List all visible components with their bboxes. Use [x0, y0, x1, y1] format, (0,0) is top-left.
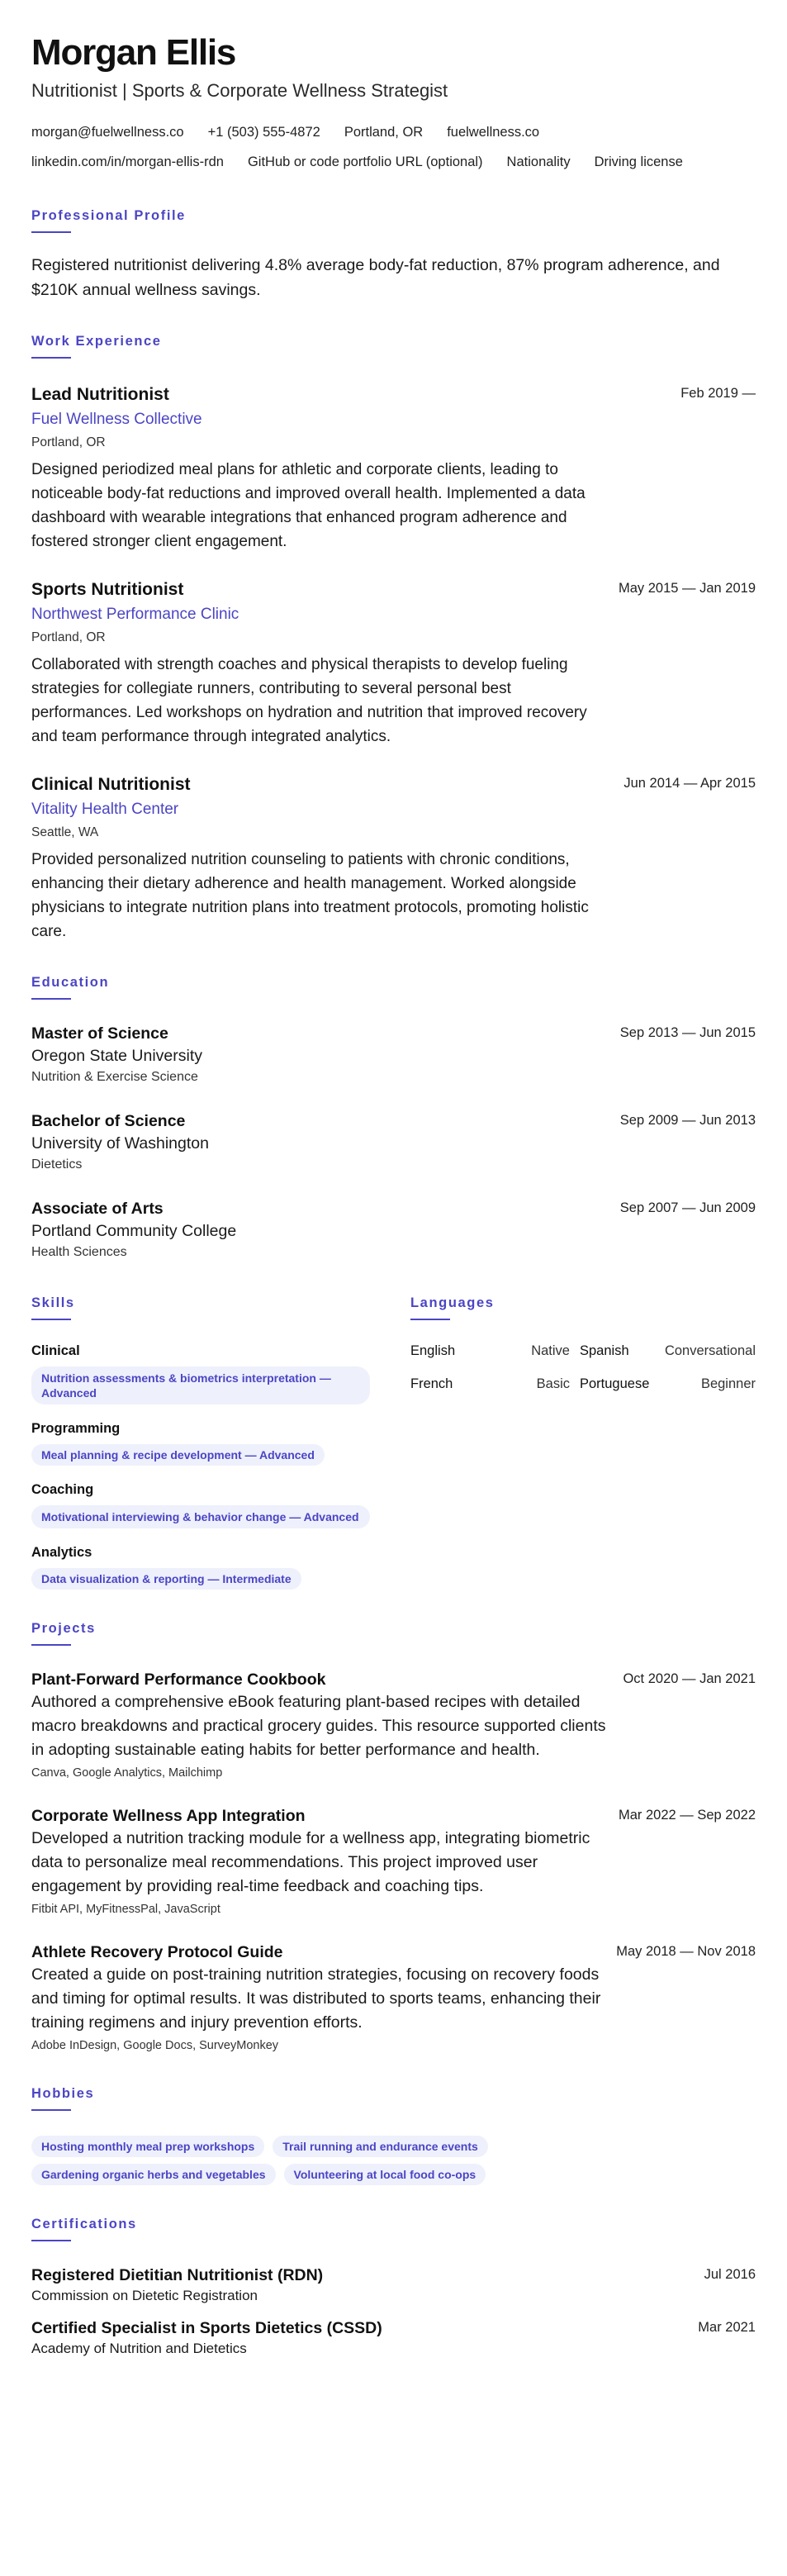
job-dates: Jun 2014 — Apr 2015 [623, 776, 756, 791]
language-name: English [410, 1343, 456, 1358]
contact-driving-license: Driving license [594, 154, 683, 169]
skill-chip: Nutrition assessments & biometrics interpretation — Advanced [31, 1366, 370, 1404]
section-divider [31, 998, 71, 1000]
project-description: Authored a comprehensive eBook featuring plant-based recipes with detailed macro breakdowns and practical grocery guides. This resource supported clients in adopting sustainable eating habits for better performance and health. [31, 1693, 606, 1759]
education-entry [31, 1198, 756, 1262]
experience-section [31, 332, 756, 943]
skill-chip: Data visualization & reporting — Intermediate [31, 1568, 301, 1590]
language-item [580, 1375, 756, 1393]
section-divider [31, 357, 71, 359]
education-entry [31, 1023, 756, 1087]
language-level: Conversational [664, 1343, 756, 1358]
section-divider [410, 1319, 450, 1320]
section-title: Languages [410, 1295, 495, 1310]
job-location: Seattle, WA [31, 825, 99, 839]
contact-nationality: Nationality [506, 154, 571, 169]
skills-section [31, 1294, 378, 1590]
job-entry [31, 773, 756, 943]
projects-section [31, 1619, 756, 2055]
certification-name: Registered Dietitian Nutritionist (RDN) [31, 2266, 324, 2284]
skill-category: Coaching [31, 1482, 94, 1497]
project-entry [31, 1805, 756, 1918]
project-entry [31, 1942, 756, 2055]
job-company: Fuel Wellness Collective [31, 411, 202, 428]
project-tech: Adobe InDesign, Google Docs, SurveyMonkey [31, 2039, 279, 2052]
education-school: University of Washington [31, 1134, 209, 1153]
profile-section [31, 207, 756, 302]
job-company: Vitality Health Center [31, 801, 179, 818]
language-item [580, 1342, 756, 1360]
contact-location: Portland, OR [344, 125, 424, 140]
hobby-chip: Gardening organic herbs and vegetables [31, 2164, 276, 2185]
education-field: Dietetics [31, 1157, 83, 1172]
skills-languages-row [31, 1294, 756, 1590]
skill-category: Analytics [31, 1545, 92, 1560]
job-description: Collaborated with strength coaches and physical therapists to develop fueling strategies for collegiate runners, contributing to several personal best performances. Led workshops on hydration and nutrition that improved recovery and team performance through integrated analytics. [31, 656, 587, 745]
project-title: Athlete Recovery Protocol Guide [31, 1943, 283, 1961]
job-title: Clinical Nutritionist [31, 775, 191, 794]
education-degree: Master of Science [31, 1024, 168, 1043]
job-company: Northwest Performance Clinic [31, 606, 239, 623]
hobby-list [31, 2129, 543, 2185]
job-description: Designed periodized meal plans for athletic and corporate clients, leading to noticeable body-fat reductions and improved overall health. Implemented a data dashboard with wearable integrations that enhanced program adherence and fostered stronger client engagement. [31, 461, 586, 550]
education-dates: Sep 2007 — Jun 2009 [619, 1200, 756, 1215]
language-name: Spanish [580, 1343, 629, 1358]
languages-section [410, 1294, 756, 1590]
section-divider [31, 1644, 71, 1646]
contact-portfolio[interactable]: GitHub or code portfolio URL (optional) [247, 154, 483, 169]
job-location: Portland, OR [31, 630, 106, 644]
project-tech: Canva, Google Analytics, Mailchimp [31, 1766, 223, 1780]
job-entry [31, 578, 756, 749]
certifications-section [31, 2215, 756, 2359]
project-entry [31, 1669, 756, 1782]
hobby-chip: Trail running and endurance events [273, 2136, 488, 2157]
project-title: Plant-Forward Performance Cookbook [31, 1671, 326, 1689]
language-level: Native [531, 1343, 570, 1358]
education-degree: Bachelor of Science [31, 1112, 186, 1130]
language-level: Basic [536, 1376, 570, 1391]
education-field: Nutrition & Exercise Science [31, 1070, 198, 1084]
project-description: Created a guide on post-training nutrition strategies, focusing on recovery foods and timing for optimal results. It was distributed to sports teams, enhancing their training regimens and injury prevention efforts. [31, 1965, 601, 2032]
language-item [410, 1375, 580, 1393]
education-section [31, 973, 756, 1262]
hobby-chip: Hosting monthly meal prep workshops [31, 2136, 264, 2157]
education-dates: Sep 2009 — Jun 2013 [619, 1113, 756, 1128]
language-name: Portuguese [580, 1376, 650, 1391]
project-dates: Mar 2022 — Sep 2022 [618, 1808, 756, 1823]
language-name: French [410, 1376, 453, 1391]
certification-entry [31, 2317, 756, 2359]
language-item [410, 1342, 580, 1360]
contact-linkedin[interactable]: linkedin.com/in/morgan-ellis-rdn [31, 154, 224, 169]
candidate-name: Morgan Ellis [31, 32, 236, 73]
job-dates: May 2015 — Jan 2019 [618, 581, 756, 596]
project-description: Developed a nutrition tracking module for a wellness app, integrating biometric data to personalize meal recommendations. This project improved user engagement by providing real-time feedback and coaching tips. [31, 1829, 590, 1895]
job-entry [31, 383, 756, 554]
job-description: Provided personalized nutrition counseling to patients with chronic conditions, enhancing their dietary adherence and health management. Worked alongside physicians to integrate nutrition plans into treatment protocols, promoting holistic care. [31, 851, 589, 940]
section-title: Professional Profile [31, 208, 186, 223]
project-tech: Fitbit API, MyFitnessPal, JavaScript [31, 1903, 220, 1916]
contact-phone[interactable]: +1 (503) 555-4872 [207, 125, 320, 140]
hobby-chip: Volunteering at local food co-ops [284, 2164, 486, 2185]
certification-date: Jul 2016 [704, 2267, 756, 2282]
contact-email[interactable]: morgan@fuelwellness.co [31, 125, 184, 140]
candidate-tagline: Nutritionist | Sports & Corporate Wellness Strategist [31, 80, 448, 101]
resume-header [31, 31, 756, 177]
certification-issuer: Academy of Nutrition and Dietetics [31, 2341, 247, 2356]
profile-summary: Registered nutritionist delivering 4.8% average body-fat reduction, 87% program adherence, and $210K annual wellness savings. [31, 256, 720, 299]
section-divider [31, 1319, 71, 1320]
job-dates: Feb 2019 — [680, 386, 756, 401]
section-divider [31, 231, 71, 233]
language-list [410, 1342, 756, 1393]
skill-category: Programming [31, 1421, 121, 1436]
education-field: Health Sciences [31, 1245, 127, 1259]
hobbies-section [31, 2084, 756, 2185]
skill-category: Clinical [31, 1343, 80, 1358]
project-title: Corporate Wellness App Integration [31, 1807, 306, 1825]
section-title: Hobbies [31, 2086, 95, 2101]
certification-issuer: Commission on Dietetic Registration [31, 2288, 258, 2303]
job-location: Portland, OR [31, 435, 106, 449]
contact-website[interactable]: fuelwellness.co [447, 125, 540, 140]
language-level: Beginner [700, 1376, 756, 1391]
education-entry [31, 1110, 756, 1175]
education-school: Portland Community College [31, 1222, 237, 1240]
project-dates: Oct 2020 — Jan 2021 [623, 1671, 756, 1686]
section-title: Skills [31, 1295, 75, 1310]
certification-date: Mar 2021 [698, 2320, 756, 2335]
section-divider [31, 2240, 71, 2241]
section-title: Work Experience [31, 334, 162, 349]
section-title: Education [31, 975, 110, 990]
certification-entry [31, 2265, 756, 2306]
skill-chip: Motivational interviewing & behavior change — Advanced [31, 1505, 370, 1528]
job-title: Sports Nutritionist [31, 580, 184, 599]
section-title: Certifications [31, 2217, 137, 2231]
contact-list [31, 117, 756, 177]
certification-name: Certified Specialist in Sports Dietetics (CSSD) [31, 2319, 382, 2337]
education-degree: Associate of Arts [31, 1200, 164, 1218]
education-school: Oregon State University [31, 1047, 203, 1065]
job-title: Lead Nutritionist [31, 385, 169, 404]
education-dates: Sep 2013 — Jun 2015 [619, 1025, 756, 1040]
skill-chip: Meal planning & recipe development — Advanced [31, 1444, 325, 1466]
section-divider [31, 2109, 71, 2111]
section-title: Projects [31, 1621, 96, 1636]
project-dates: May 2018 — Nov 2018 [616, 1944, 756, 1959]
